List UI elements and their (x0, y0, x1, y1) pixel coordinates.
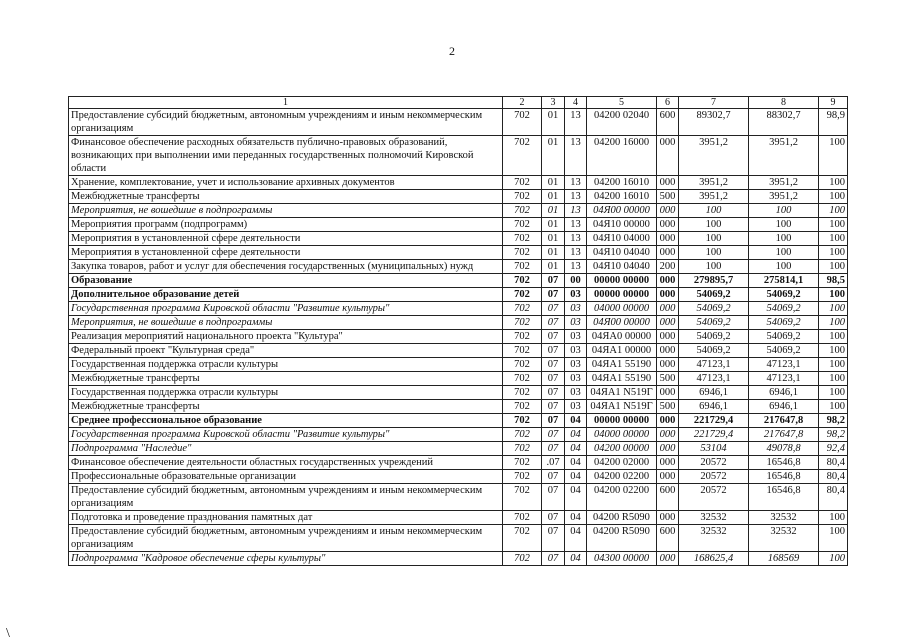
planned-amount: 89302,7 (679, 109, 749, 136)
executed-amount: 47123,1 (749, 358, 819, 372)
executed-amount: 47123,1 (749, 372, 819, 386)
subsection-code: 13 (565, 190, 587, 204)
subsection-code: 03 (565, 330, 587, 344)
department-code: 702 (503, 330, 542, 344)
executed-amount: 3951,2 (749, 136, 819, 176)
percent-executed: 100 (819, 176, 848, 190)
percent-executed: 100 (819, 372, 848, 386)
executed-amount: 6946,1 (749, 400, 819, 414)
table-row (69, 372, 848, 386)
subsection-code: 03 (565, 344, 587, 358)
department-code: 702 (503, 260, 542, 274)
header-cell: 5 (587, 97, 657, 109)
row-name: Закупка товаров, работ и услуг для обеспечения государственных (муниципальных) нужд (69, 260, 503, 274)
subsection-code: 13 (565, 176, 587, 190)
header-row (69, 97, 848, 109)
section-code: 07 (542, 372, 565, 386)
department-code: 702 (503, 288, 542, 302)
table-row (69, 302, 848, 316)
header-cell: 7 (679, 97, 749, 109)
row-name: Мероприятия программ (подпрограмм) (69, 218, 503, 232)
target-article-code: 04200 16000 (587, 136, 657, 176)
percent-executed: 98,2 (819, 428, 848, 442)
subsection-code: 13 (565, 246, 587, 260)
target-article-code: 04200 02200 (587, 470, 657, 484)
percent-executed: 100 (819, 302, 848, 316)
executed-amount: 49078,8 (749, 442, 819, 456)
target-article-code: 04Я10 04040 (587, 246, 657, 260)
expense-type-code: 000 (657, 136, 679, 176)
section-code: 01 (542, 190, 565, 204)
section-code: 01 (542, 109, 565, 136)
section-code: 01 (542, 176, 565, 190)
expense-type-code: 500 (657, 190, 679, 204)
percent-executed: 80,4 (819, 456, 848, 470)
executed-amount: 168569 (749, 552, 819, 566)
section-code: 01 (542, 136, 565, 176)
planned-amount: 221729,4 (679, 428, 749, 442)
percent-executed: 100 (819, 386, 848, 400)
section-code: 07 (542, 400, 565, 414)
section-code: 07 (542, 428, 565, 442)
department-code: 702 (503, 109, 542, 136)
header-cell: 3 (542, 97, 565, 109)
table-row (69, 190, 848, 204)
planned-amount: 47123,1 (679, 372, 749, 386)
percent-executed: 100 (819, 400, 848, 414)
target-article-code: 04200 16010 (587, 190, 657, 204)
target-article-code: 04200 02040 (587, 109, 657, 136)
target-article-code: 04ЯА1 N519Г (587, 386, 657, 400)
department-code: 702 (503, 316, 542, 330)
target-article-code: 04ЯА1 55190 (587, 358, 657, 372)
executed-amount: 32532 (749, 511, 819, 525)
executed-amount: 16546,8 (749, 470, 819, 484)
section-code: 07 (542, 302, 565, 316)
row-name: Мероприятия, не вошедшие в подпрограммы (69, 204, 503, 218)
subsection-code: 04 (565, 470, 587, 484)
expense-type-code: 500 (657, 372, 679, 386)
row-name: Дополнительное образование детей (69, 288, 503, 302)
budget-table (68, 96, 848, 566)
table-row (69, 316, 848, 330)
percent-executed: 100 (819, 552, 848, 566)
executed-amount: 100 (749, 204, 819, 218)
executed-amount: 3951,2 (749, 190, 819, 204)
table-row (69, 246, 848, 260)
row-name: Подготовка и проведение празднования памятных дат (69, 511, 503, 525)
subsection-code: 03 (565, 316, 587, 330)
executed-amount: 3951,2 (749, 176, 819, 190)
target-article-code: 04000 00000 (587, 302, 657, 316)
department-code: 702 (503, 204, 542, 218)
executed-amount: 54069,2 (749, 316, 819, 330)
row-name: Межбюджетные трансферты (69, 190, 503, 204)
expense-type-code: 000 (657, 414, 679, 428)
target-article-code: 00000 00000 (587, 288, 657, 302)
subsection-code: 13 (565, 109, 587, 136)
table-row (69, 400, 848, 414)
row-name: Образование (69, 274, 503, 288)
table-row (69, 288, 848, 302)
target-article-code: 04Я00 00000 (587, 204, 657, 218)
row-name: Подпрограмма "Кадровое обеспечение сферы культуры" (69, 552, 503, 566)
planned-amount: 20572 (679, 484, 749, 511)
department-code: 702 (503, 136, 542, 176)
row-name: Мероприятия в установленной сфере деятельности (69, 232, 503, 246)
percent-executed: 100 (819, 190, 848, 204)
subsection-code: 13 (565, 136, 587, 176)
section-code: 07 (542, 511, 565, 525)
row-name: Профессиональные образовательные организации (69, 470, 503, 484)
executed-amount: 32532 (749, 525, 819, 552)
subsection-code: 04 (565, 511, 587, 525)
target-article-code: 04ЯА1 N519Г (587, 400, 657, 414)
planned-amount: 100 (679, 232, 749, 246)
percent-executed: 98,5 (819, 274, 848, 288)
target-article-code: 00000 00000 (587, 274, 657, 288)
section-code: 01 (542, 260, 565, 274)
section-code: 07 (542, 288, 565, 302)
row-name: Финансовое обеспечение деятельности областных государственных учреждений (69, 456, 503, 470)
planned-amount: 3951,2 (679, 176, 749, 190)
planned-amount: 279895,7 (679, 274, 749, 288)
table-row (69, 204, 848, 218)
percent-executed: 100 (819, 511, 848, 525)
expense-type-code: 000 (657, 442, 679, 456)
percent-executed: 92,4 (819, 442, 848, 456)
expense-type-code: 000 (657, 358, 679, 372)
target-article-code: 04Я00 00000 (587, 316, 657, 330)
subsection-code: 04 (565, 484, 587, 511)
table-row (69, 470, 848, 484)
header-cell: 6 (657, 97, 679, 109)
table-row (69, 386, 848, 400)
target-article-code: 04ЯА1 00000 (587, 344, 657, 358)
section-code: 07 (542, 274, 565, 288)
target-article-code: 04000 00000 (587, 428, 657, 442)
target-article-code: 04300 00000 (587, 552, 657, 566)
subsection-code: 13 (565, 218, 587, 232)
subsection-code: 03 (565, 386, 587, 400)
section-code: .07 (542, 456, 565, 470)
planned-amount: 54069,2 (679, 288, 749, 302)
executed-amount: 54069,2 (749, 302, 819, 316)
planned-amount: 6946,1 (679, 386, 749, 400)
percent-executed: 100 (819, 136, 848, 176)
planned-amount: 54069,2 (679, 302, 749, 316)
target-article-code: 04Я10 04000 (587, 232, 657, 246)
department-code: 702 (503, 484, 542, 511)
planned-amount: 20572 (679, 456, 749, 470)
subsection-code: 03 (565, 372, 587, 386)
section-code: 07 (542, 484, 565, 511)
section-code: 07 (542, 330, 565, 344)
table-row (69, 344, 848, 358)
percent-executed: 100 (819, 525, 848, 552)
target-article-code: 04200 02200 (587, 484, 657, 511)
percent-executed: 100 (819, 330, 848, 344)
table-row (69, 358, 848, 372)
planned-amount: 6946,1 (679, 400, 749, 414)
subsection-code: 00 (565, 274, 587, 288)
percent-executed: 98,2 (819, 414, 848, 428)
subsection-code: 03 (565, 302, 587, 316)
section-code: 01 (542, 218, 565, 232)
row-name: Государственная программа Кировской области "Развитие культуры" (69, 428, 503, 442)
planned-amount: 47123,1 (679, 358, 749, 372)
table-row (69, 232, 848, 246)
subsection-code: 04 (565, 525, 587, 552)
row-name: Реализация мероприятий национального проекта "Культура" (69, 330, 503, 344)
percent-executed: 80,4 (819, 470, 848, 484)
target-article-code: 04ЯА1 55190 (587, 372, 657, 386)
row-name: Хранение, комплектование, учет и использование архивных документов (69, 176, 503, 190)
percent-executed: 100 (819, 344, 848, 358)
percent-executed: 100 (819, 218, 848, 232)
expense-type-code: 500 (657, 400, 679, 414)
expense-type-code: 600 (657, 484, 679, 511)
section-code: 01 (542, 246, 565, 260)
row-name: Государственная поддержка отрасли культуры (69, 386, 503, 400)
expense-type-code: 000 (657, 302, 679, 316)
section-code: 07 (542, 386, 565, 400)
margin-mark: \ (6, 626, 10, 641)
department-code: 702 (503, 246, 542, 260)
executed-amount: 88302,7 (749, 109, 819, 136)
planned-amount: 100 (679, 246, 749, 260)
percent-executed: 100 (819, 246, 848, 260)
target-article-code: 04Я10 00000 (587, 218, 657, 232)
executed-amount: 100 (749, 246, 819, 260)
executed-amount: 100 (749, 218, 819, 232)
table-row (69, 109, 848, 136)
table-row (69, 414, 848, 428)
row-name: Предоставление субсидий бюджетным, автономным учреждениям и иным некоммерческим организациям (69, 109, 503, 136)
expense-type-code: 600 (657, 109, 679, 136)
executed-amount: 6946,1 (749, 386, 819, 400)
subsection-code: 13 (565, 204, 587, 218)
section-code: 07 (542, 414, 565, 428)
row-name: Мероприятия, не вошедшие в подпрограммы (69, 316, 503, 330)
executed-amount: 54069,2 (749, 288, 819, 302)
planned-amount: 100 (679, 218, 749, 232)
executed-amount: 100 (749, 232, 819, 246)
subsection-code: 13 (565, 260, 587, 274)
table-row (69, 136, 848, 176)
executed-amount: 217647,8 (749, 428, 819, 442)
department-code: 702 (503, 525, 542, 552)
expense-type-code: 600 (657, 525, 679, 552)
department-code: 702 (503, 470, 542, 484)
percent-executed: 100 (819, 288, 848, 302)
department-code: 702 (503, 456, 542, 470)
expense-type-code: 000 (657, 274, 679, 288)
expense-type-code: 000 (657, 218, 679, 232)
department-code: 702 (503, 372, 542, 386)
header-cell: 1 (69, 97, 503, 109)
header-cell: 2 (503, 97, 542, 109)
target-article-code: 04200 R5090 (587, 511, 657, 525)
subsection-code: 03 (565, 288, 587, 302)
row-name: Мероприятия в установленной сфере деятельности (69, 246, 503, 260)
executed-amount: 100 (749, 260, 819, 274)
target-article-code: 04200 02000 (587, 456, 657, 470)
department-code: 702 (503, 414, 542, 428)
expense-type-code: 000 (657, 246, 679, 260)
section-code: 07 (542, 552, 565, 566)
percent-executed: 100 (819, 232, 848, 246)
section-code: 07 (542, 358, 565, 372)
department-code: 702 (503, 302, 542, 316)
target-article-code: 04200 R5090 (587, 525, 657, 552)
expense-type-code: 000 (657, 232, 679, 246)
table-row (69, 330, 848, 344)
department-code: 702 (503, 428, 542, 442)
subsection-code: 04 (565, 552, 587, 566)
expense-type-code: 000 (657, 330, 679, 344)
subsection-code: 03 (565, 400, 587, 414)
expense-type-code: 000 (657, 456, 679, 470)
expense-type-code: 000 (657, 511, 679, 525)
planned-amount: 54069,2 (679, 344, 749, 358)
percent-executed: 100 (819, 204, 848, 218)
expense-type-code: 000 (657, 552, 679, 566)
table-row (69, 456, 848, 470)
expense-type-code: 000 (657, 428, 679, 442)
table-row (69, 218, 848, 232)
target-article-code: 04ЯА0 00000 (587, 330, 657, 344)
table-row (69, 525, 848, 552)
planned-amount: 168625,4 (679, 552, 749, 566)
expense-type-code: 200 (657, 260, 679, 274)
table-row (69, 442, 848, 456)
department-code: 702 (503, 400, 542, 414)
department-code: 702 (503, 511, 542, 525)
executed-amount: 16546,8 (749, 484, 819, 511)
expense-type-code: 000 (657, 386, 679, 400)
department-code: 702 (503, 442, 542, 456)
planned-amount: 3951,2 (679, 136, 749, 176)
department-code: 702 (503, 218, 542, 232)
table-row (69, 428, 848, 442)
row-name: Подпрограмма "Наследие" (69, 442, 503, 456)
percent-executed: 100 (819, 260, 848, 274)
row-name: Федеральный проект "Культурная среда" (69, 344, 503, 358)
department-code: 702 (503, 232, 542, 246)
subsection-code: 13 (565, 232, 587, 246)
expense-type-code: 000 (657, 288, 679, 302)
target-article-code: 04Я10 04040 (587, 260, 657, 274)
planned-amount: 20572 (679, 470, 749, 484)
header-cell: 9 (819, 97, 848, 109)
planned-amount: 100 (679, 204, 749, 218)
executed-amount: 275814,1 (749, 274, 819, 288)
subsection-code: 04 (565, 414, 587, 428)
row-name: Государственная поддержка отрасли культуры (69, 358, 503, 372)
subsection-code: 04 (565, 456, 587, 470)
table-row (69, 176, 848, 190)
section-code: 01 (542, 232, 565, 246)
department-code: 702 (503, 386, 542, 400)
section-code: 07 (542, 344, 565, 358)
department-code: 702 (503, 358, 542, 372)
row-name: Финансовое обеспечение расходных обязательств публично-правовых образований, возникающих при выполнении ими переданных государственных полномочий Кировской области (69, 136, 503, 176)
section-code: 07 (542, 525, 565, 552)
section-code: 01 (542, 204, 565, 218)
department-code: 702 (503, 274, 542, 288)
row-name: Государственная программа Кировской области "Развитие культуры" (69, 302, 503, 316)
table-row (69, 274, 848, 288)
subsection-code: 04 (565, 428, 587, 442)
row-name: Межбюджетные трансферты (69, 400, 503, 414)
executed-amount: 54069,2 (749, 330, 819, 344)
planned-amount: 32532 (679, 525, 749, 552)
expense-type-code: 000 (657, 204, 679, 218)
expense-type-code: 000 (657, 344, 679, 358)
planned-amount: 54069,2 (679, 330, 749, 344)
expense-type-code: 000 (657, 470, 679, 484)
department-code: 702 (503, 190, 542, 204)
planned-amount: 3951,2 (679, 190, 749, 204)
percent-executed: 98,9 (819, 109, 848, 136)
executed-amount: 54069,2 (749, 344, 819, 358)
executed-amount: 16546,8 (749, 456, 819, 470)
table-row (69, 511, 848, 525)
target-article-code: 04200 00000 (587, 442, 657, 456)
table-row (69, 552, 848, 566)
expense-type-code: 000 (657, 176, 679, 190)
percent-executed: 80,4 (819, 484, 848, 511)
row-name: Межбюджетные трансферты (69, 372, 503, 386)
planned-amount: 53104 (679, 442, 749, 456)
target-article-code: 00000 00000 (587, 414, 657, 428)
row-name: Предоставление субсидий бюджетным, автономным учреждениям и иным некоммерческим организациям (69, 484, 503, 511)
executed-amount: 217647,8 (749, 414, 819, 428)
percent-executed: 100 (819, 316, 848, 330)
page-number: 2 (449, 44, 455, 58)
planned-amount: 54069,2 (679, 316, 749, 330)
section-code: 07 (542, 442, 565, 456)
header-cell: 8 (749, 97, 819, 109)
section-code: 07 (542, 470, 565, 484)
subsection-code: 03 (565, 358, 587, 372)
department-code: 702 (503, 344, 542, 358)
subsection-code: 04 (565, 442, 587, 456)
row-name: Предоставление субсидий бюджетным, автономным учреждениям и иным некоммерческим организациям (69, 525, 503, 552)
planned-amount: 32532 (679, 511, 749, 525)
table-row (69, 484, 848, 511)
target-article-code: 04200 16010 (587, 176, 657, 190)
expense-type-code: 000 (657, 316, 679, 330)
header-cell: 4 (565, 97, 587, 109)
department-code: 702 (503, 176, 542, 190)
planned-amount: 100 (679, 260, 749, 274)
department-code: 702 (503, 552, 542, 566)
table-row (69, 260, 848, 274)
section-code: 07 (542, 316, 565, 330)
row-name: Среднее профессиональное образование (69, 414, 503, 428)
planned-amount: 221729,4 (679, 414, 749, 428)
percent-executed: 100 (819, 358, 848, 372)
